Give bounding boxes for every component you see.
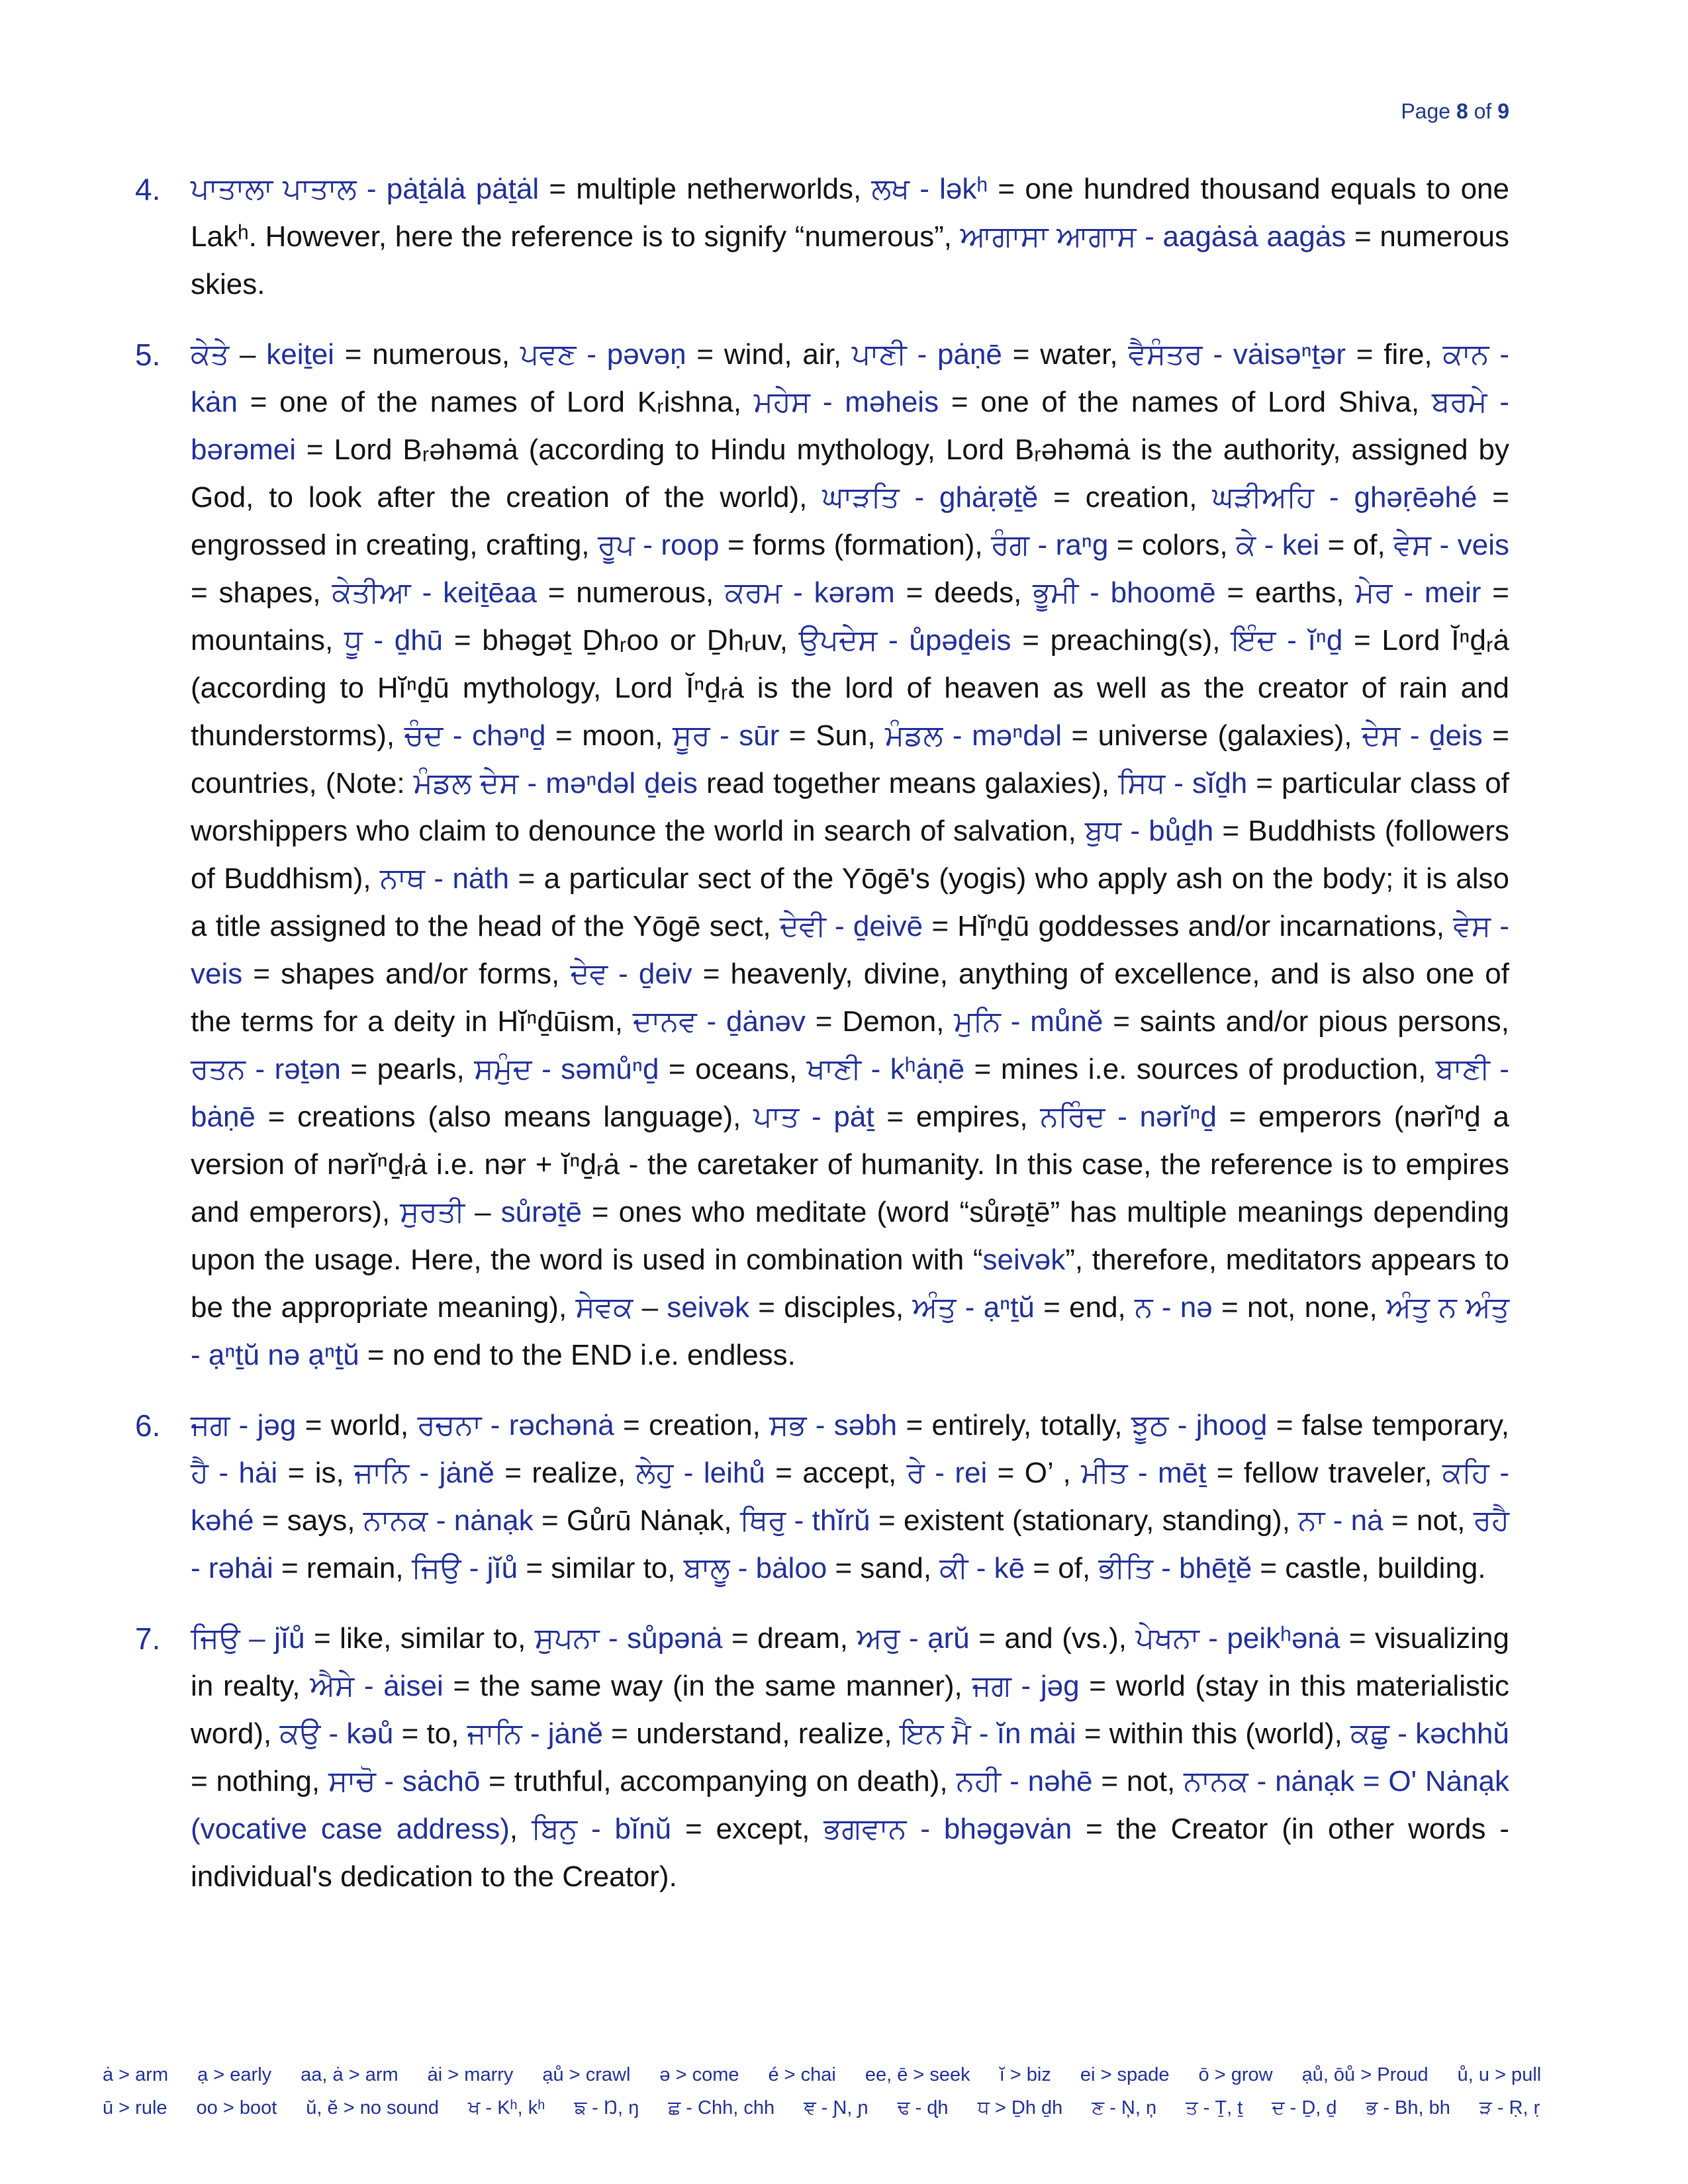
gurmukhi-term: ਰੇ - rei: [906, 1457, 988, 1489]
definition-text: = realize,: [494, 1457, 636, 1489]
legend-entry: ů, u > pull: [1457, 2064, 1542, 2085]
definition-text: = deeds,: [894, 576, 1033, 609]
gurmukhi-term: ਸਭ - səbh: [769, 1409, 898, 1441]
gurmukhi-term: ਮੇਰ - meir: [1355, 576, 1481, 609]
page-prefix: Page: [1401, 99, 1451, 123]
definition-text: = preaching(s),: [1011, 624, 1232, 657]
gurmukhi-term: ਖਾਣੀ - kʰȧṇē: [806, 1053, 965, 1085]
gurmukhi-term: ਜਗ - jəg: [972, 1670, 1080, 1702]
definition-text: ,: [509, 1813, 532, 1845]
legend-entry: ਞ - Ɲ, ɲ: [804, 2097, 868, 2118]
definition-text: = forms (formation),: [719, 529, 992, 561]
definition-text: = numerous skies.: [191, 220, 1509, 300]
item-number: 4.: [135, 172, 161, 206]
definition-text: –: [229, 338, 267, 371]
page-of: of: [1474, 99, 1492, 123]
definition-text: = Demon,: [805, 1005, 955, 1038]
legend-entry: ȧi > marry: [427, 2064, 514, 2085]
definition-text: = fire,: [1346, 338, 1443, 371]
legend-entry: ạ > early: [197, 2064, 272, 2085]
gurmukhi-term: seivək: [667, 1291, 750, 1324]
gurmukhi-term: ਕਹਿ - kəhé: [191, 1457, 1509, 1537]
legend-entry: ə > come: [659, 2064, 739, 2085]
definition-text: = no end to the END i.e. endless.: [359, 1339, 796, 1371]
gurmukhi-term: keiṯei: [266, 338, 334, 371]
gurmukhi-term: ਜਾਨਿ - jȧnĕ: [354, 1457, 494, 1489]
definition-text: = of,: [1025, 1552, 1099, 1584]
item-number: 6.: [135, 1408, 161, 1443]
item-text: [191, 1402, 1509, 1592]
gurmukhi-term: ਸੁਪਨਾ - sůpənȧ: [534, 1622, 723, 1655]
definition-text: –: [633, 1291, 667, 1324]
definition-text: = of,: [1319, 529, 1394, 561]
definition-text: = entirely, totally,: [897, 1409, 1131, 1441]
gurmukhi-term: ਜਿਉ – jĭů: [191, 1622, 305, 1655]
definition-text: = not,: [1092, 1765, 1184, 1797]
page-current: 8: [1456, 99, 1468, 123]
definition-text: = a particular sect of the Yōgē's (yogis) who apply ash on the body; it is also a title assigned to the head of the Yōgē sect,: [191, 862, 1509, 942]
definition-text: = false temporary,: [1267, 1409, 1509, 1441]
definition-text: = end,: [1034, 1291, 1135, 1324]
gurmukhi-term: ਨਾਨਕ - nȧnạk = O' Nȧnạk (vocative case address): [191, 1765, 1510, 1845]
definition-text: = creation,: [1038, 481, 1213, 514]
definition-text: = visualizing in realty,: [191, 1622, 1509, 1702]
definition-text: = Buddhists (followers of Buddhism),: [191, 815, 1509, 895]
gurmukhi-term: ਕੀ - kē: [939, 1552, 1025, 1584]
gurmukhi-term: ਮੰਡਲ ਦੇਸ - məⁿdəl ḏeis: [413, 767, 698, 799]
definition-text: = world,: [296, 1409, 418, 1441]
legend-entry: é > chai: [768, 2064, 836, 2085]
gurmukhi-term: ਕਉ - kəů: [279, 1717, 394, 1750]
definition-text: = Gůrū Nȧnạk,: [533, 1504, 740, 1537]
item-number: 5.: [135, 338, 161, 372]
definition-text: = the Creator (in other words - individual's dedication to the Creator).: [191, 1813, 1509, 1893]
item-text: [191, 1615, 1509, 1901]
definition-text: = engrossed in creating, crafting,: [191, 481, 1510, 561]
gurmukhi-term: ਬਾਲੂ - bȧloo: [683, 1552, 827, 1584]
definition-text: = dream,: [722, 1622, 857, 1655]
gurmukhi-term: ਅੰਤੁ ਨ ਅੰਤੁ - ạⁿṯŭ nə ạⁿṯŭ: [191, 1291, 1509, 1371]
gurmukhi-term: ਐਸੇ - ȧisei: [310, 1670, 444, 1702]
definition-text: = colors,: [1108, 529, 1237, 561]
legend-entry: ei > spade: [1080, 2064, 1170, 2085]
gurmukhi-term: ਨ - nə: [1135, 1291, 1213, 1324]
item-text: [191, 165, 1509, 308]
legend-entry: ਛ - Chh, chh: [668, 2097, 775, 2118]
definition-text: = particular class of worshippers who claim to denounce the world in search of salvation,: [191, 767, 1509, 847]
definition-text: = one hundred thousand equals to one Lakʰ. However, here the reference is to signify “numerous”,: [191, 173, 1509, 253]
legend-row-consonants: [103, 2091, 1605, 2124]
definition-text: = and (vs.),: [969, 1622, 1136, 1655]
gurmukhi-term: ਮੰਡਲ - məⁿdəl: [885, 719, 1062, 752]
legend-entry: aa, ȧ > arm: [301, 2064, 399, 2085]
definition-text: = moon,: [545, 719, 673, 752]
legend-entry: ਙ - Ŋ, ŋ: [574, 2097, 639, 2118]
definition-text: –: [465, 1196, 501, 1228]
gurmukhi-term: ਕਾਨ - kȧn: [191, 338, 1509, 418]
definition-text: = says,: [254, 1504, 363, 1537]
definition-text: = earths,: [1215, 576, 1356, 609]
legend-entry: oo > boot: [196, 2097, 277, 2118]
definition-text: = numerous,: [334, 338, 520, 371]
definition-text: = not, none,: [1212, 1291, 1386, 1324]
legend-entry: ਧ > Ḏh ḏh: [977, 2097, 1063, 2118]
gurmukhi-term: ਸੂਰ - sūr: [673, 719, 780, 752]
glossary-item: [132, 165, 1509, 308]
gurmukhi-term: ਵੇਸ - veis: [1393, 529, 1509, 561]
gurmukhi-term: ਮੀਤ - mēṯ: [1081, 1457, 1207, 1489]
gurmukhi-term: ਦੇਵ - ḏeiv: [570, 958, 692, 990]
gurmukhi-term: ਚੰਦ - chəⁿḏ: [404, 719, 546, 752]
gurmukhi-term: ਅੰਤੁ - ạⁿṯŭ: [912, 1291, 1035, 1324]
gurmukhi-term: ਅਰੁ - ạrŭ: [857, 1622, 970, 1655]
legend-entry: ạů > crawl: [542, 2064, 631, 2085]
gurmukhi-term: ਸਿਧ - sĭḏh: [1118, 767, 1248, 799]
gurmukhi-term: ਇੰਦ - ĭⁿḏ: [1231, 624, 1343, 657]
gurmukhi-term: ਇਨ ਮੈ - ĭn mȧi: [900, 1717, 1076, 1750]
definition-text: = oceans,: [659, 1053, 807, 1085]
definition-text: = mines i.e. sources of production,: [964, 1053, 1436, 1085]
gurmukhi-term: ਕੇਤੇ: [191, 338, 230, 371]
definition-text: = to,: [393, 1717, 467, 1750]
gurmukhi-term: ਪਾਤ - pȧṯ: [753, 1101, 874, 1133]
definition-text: = not,: [1383, 1504, 1474, 1537]
glossary-item: [132, 1402, 1509, 1592]
definition-text: = creations (also means language),: [255, 1101, 754, 1133]
definition-text: = one of the names of Lord Kᵣishna,: [237, 386, 754, 418]
definition-text: = numerous,: [536, 576, 726, 609]
glossary-item: [132, 1615, 1509, 1901]
legend-entry: ਖ - Kʰ, kʰ: [468, 2097, 545, 2118]
definition-text: = is,: [277, 1457, 355, 1489]
definition-text: = similar to,: [518, 1552, 684, 1584]
gurmukhi-term: ਪਵਣ - pəvəṇ: [520, 338, 686, 371]
definition-text: = pearls,: [340, 1053, 475, 1085]
gurmukhi-term: ਉਪਦੇਸ - ůpəḏeis: [798, 624, 1011, 657]
legend-entry: ੜ - Ṛ, ṛ: [1479, 2097, 1540, 2118]
gurmukhi-term: sůrəṯē: [500, 1196, 582, 1228]
legend-entry: ŭ, ĕ > no sound: [306, 2097, 440, 2118]
definition-text: = within this (world),: [1076, 1717, 1351, 1750]
gurmukhi-term: ਬੁਧ - bůḏh: [1085, 815, 1214, 847]
gurmukhi-term: ਬਾਣੀ - bȧṇē: [191, 1053, 1509, 1133]
gurmukhi-term: ਸਾਚੋ - sȧchō: [328, 1765, 481, 1797]
definition-text: = heavenly, divine, anything of excellence, and is also one of the terms for a deity in Hĭⁿḏūism,: [191, 958, 1509, 1038]
definition-text: = mountains,: [191, 576, 1509, 657]
gurmukhi-term: ਮਹੇਸ - məheis: [753, 386, 939, 418]
gurmukhi-term: ਘਾੜਤਿ - ghȧṛəṯĕ: [822, 481, 1039, 514]
definition-text: = remain,: [273, 1552, 412, 1584]
item-number: 7.: [135, 1621, 161, 1656]
glossary-item: [132, 331, 1509, 1379]
gurmukhi-term: ਬਰਮੇ - bərəmei: [191, 386, 1509, 466]
gurmukhi-term: ਵੇਸ - veis: [191, 910, 1509, 990]
definition-text: = Hĭⁿḏū goddesses and/or incarnations,: [923, 910, 1454, 942]
gurmukhi-term: ਥਿਰੁ - thĭrŭ: [739, 1504, 870, 1537]
definition-text: = multiple netherworlds,: [539, 173, 872, 205]
definition-text: = Lord Bᵣəhəmȧ (according to Hindu mythology, Lord Bᵣəhəmȧ is the authority, assigned by God, to look after the creation of the world),: [191, 433, 1509, 514]
gurmukhi-term: ਨਰਿੰਦ - nərĭⁿḏ: [1040, 1101, 1217, 1133]
definition-text: = accept,: [765, 1457, 907, 1489]
definition-text: = Lord Ĭⁿḏᵣȧ (according to Hĭⁿḏū mythology, Lord Ĭⁿḏᵣȧ is the lord of heaven as well as the creator of rain and thunderstorms),: [191, 624, 1509, 752]
legend-row-vowels: [103, 2058, 1605, 2091]
legend-entry: ạů, ōů > Proud: [1301, 2064, 1429, 2085]
definition-text: = understand, realize,: [602, 1717, 900, 1750]
gurmukhi-term: ਘੜੀਅਹਿ - ghəṛēəhé: [1212, 481, 1477, 514]
gurmukhi-term: ਰਚਨਾ - rəchənȧ: [417, 1409, 614, 1441]
gurmukhi-term: ਨਹੀ - nəhē: [956, 1765, 1093, 1797]
definition-text: = creation,: [614, 1409, 770, 1441]
gurmukhi-term: ਭਗਵਾਨ - bhəgəvȧn: [823, 1813, 1072, 1845]
page-number: [1401, 99, 1509, 124]
definition-text: = existent (stationary, standing),: [870, 1504, 1299, 1537]
legend-entry: ū > rule: [103, 2097, 167, 2118]
definition-text: = sand,: [827, 1552, 940, 1584]
definition-text: = saints and/or pious persons,: [1103, 1005, 1510, 1038]
definition-text: = emperors (nərĭⁿḏ a version of nərĭⁿḏᵣȧ i.e. nər + ĭⁿḏᵣȧ - the caretaker of humanity. In this case, the reference is to empires and emperors),: [191, 1101, 1509, 1228]
definition-text: = fellow traveler,: [1206, 1457, 1442, 1489]
gurmukhi-term: ਲੇਹੁ - leihů: [635, 1457, 765, 1489]
gurmukhi-term: ਪਾਣੀ - pȧṇē: [851, 338, 1002, 371]
gurmukhi-term: ਸੁਰਤੀ: [400, 1196, 465, 1228]
legend-entry: ਢ - ɖh: [897, 2097, 949, 2118]
gurmukhi-term: ਰਹੈ - rəhȧi: [191, 1504, 1510, 1584]
gurmukhi-term: ਨਾ - nȧ: [1298, 1504, 1383, 1537]
definition-text: read together means galaxies),: [697, 767, 1119, 799]
gurmukhi-term: ਕੇਤੀਆ - keiṯēaa: [332, 576, 537, 609]
definition-text: = countries, (Note:: [191, 719, 1509, 799]
gurmukhi-term: ਰੂਪ - roop: [598, 529, 720, 561]
gurmukhi-term: ਰੰਗ - raⁿg: [991, 529, 1109, 561]
definition-text: = one of the names of Lord Shiva,: [939, 386, 1432, 418]
legend-entry: ਣ - Ņ, ņ: [1092, 2097, 1157, 2118]
definition-text: = wind, air,: [686, 338, 852, 371]
definition-text: = except,: [671, 1813, 824, 1845]
gurmukhi-term: ਰਤਨ - rəṯən: [191, 1053, 341, 1085]
definition-text: = nothing,: [191, 1765, 328, 1797]
definition-text: = shapes,: [191, 576, 332, 609]
gurmukhi-term: ਪੇਖਨਾ - peikʰənȧ: [1135, 1622, 1340, 1655]
item-text: [191, 331, 1509, 1379]
definition-text: = universe (galaxies),: [1061, 719, 1362, 752]
definition-text: ”, therefore, meditators appears to be the appropriate meaning),: [191, 1244, 1509, 1324]
gurmukhi-term: ਜਾਨਿ - jȧnĕ: [467, 1717, 603, 1750]
definition-text: = ones who meditate (word “sůrəṯē” has multiple meanings depending upon the usage. Here, the word is used in combination with “: [191, 1196, 1510, 1276]
gurmukhi-term: ਦੇਵੀ - ḏeivē: [779, 910, 923, 942]
gurmukhi-term: ਕਰਮ - kərəm: [725, 576, 895, 609]
gurmukhi-term: ਝੂਠ - jhooḏ: [1131, 1409, 1268, 1441]
definition-text: = world (stay in this materialistic word),: [191, 1670, 1509, 1750]
gurmukhi-term: ਮੁਨਿ - můnĕ: [954, 1005, 1103, 1038]
definition-text: = disciples,: [749, 1291, 913, 1324]
definition-text: = water,: [1002, 338, 1129, 371]
legend-entry: ĭ > biz: [999, 2064, 1051, 2085]
gurmukhi-term: ਹੈ - hȧi: [191, 1457, 278, 1489]
definition-text: = Sun,: [779, 719, 886, 752]
legend-entry: ee, ē > seek: [865, 2064, 970, 2085]
definition-text: = bhəgəṯ Ḏhᵣoo or Ḏhᵣuv,: [443, 624, 799, 657]
gurmukhi-term: ਪਾਤਾਲਾ ਪਾਤਾਲ - pȧṯȧlȧ pȧṯȧl: [191, 173, 539, 205]
gurmukhi-term: ਬਿਨੁ - bĭnŭ: [532, 1813, 672, 1845]
glossary-list: [132, 165, 1509, 1923]
gurmukhi-term: ਭੀਤਿ - bhēṯĕ: [1098, 1552, 1252, 1584]
definition-text: = the same way (in the same manner),: [443, 1670, 972, 1702]
legend-entry: ȧ > arm: [103, 2064, 169, 2085]
gurmukhi-term: ਲਖ - ləkʰ: [871, 173, 988, 205]
page-total: 9: [1497, 99, 1509, 123]
gurmukhi-term: ਭੂਮੀ - bhoomē: [1033, 576, 1216, 609]
gurmukhi-term: seivək: [982, 1244, 1066, 1276]
gurmukhi-term: ਨਾਨਕ - nȧnạk: [363, 1504, 534, 1537]
gurmukhi-term: ਨਾਥ - nȧth: [380, 862, 510, 895]
definition-text: = shapes and/or forms,: [242, 958, 571, 990]
gurmukhi-term: ਸੇਵਕ: [575, 1291, 633, 1324]
gurmukhi-term: ਕੇ - kei: [1236, 529, 1320, 561]
gurmukhi-term: ਦੇਸ - ḏeis: [1361, 719, 1483, 752]
gurmukhi-term: ਜਗ - jəg: [191, 1409, 297, 1441]
legend-entry: ਦ - Ḏ, ḏ: [1272, 2097, 1337, 2118]
gurmukhi-term: ਦਾਨਵ - ḏȧnəv: [632, 1005, 806, 1038]
gurmukhi-term: ਕਛੁ - kəchhŭ: [1350, 1717, 1509, 1750]
pronunciation-legend: [103, 2058, 1605, 2124]
gurmukhi-term: ਆਗਾਸਾ ਆਗਾਸ - aagȧsȧ aagȧs: [960, 220, 1346, 253]
legend-entry: ਭ - Bh, bh: [1366, 2097, 1450, 2118]
gurmukhi-term: ਜਿਉ - jĭů: [411, 1552, 518, 1584]
legend-entry: ਤ - Ṯ, ṯ: [1186, 2097, 1243, 2118]
legend-entry: ō > grow: [1198, 2064, 1273, 2085]
definition-text: = O’ ,: [987, 1457, 1082, 1489]
gurmukhi-term: ਵੈਸੰਤਰ - vȧisəⁿṯər: [1128, 338, 1346, 371]
definition-text: = empires,: [874, 1101, 1041, 1133]
definition-text: = castle, building.: [1252, 1552, 1486, 1584]
gurmukhi-term: ਧੂ - ḏhū: [344, 624, 444, 657]
gurmukhi-term: ਸਮੁੰਦ - səmůⁿḏ: [474, 1053, 659, 1085]
definition-text: = truthful, accompanying on death),: [480, 1765, 957, 1797]
definition-text: = like, similar to,: [305, 1622, 535, 1655]
